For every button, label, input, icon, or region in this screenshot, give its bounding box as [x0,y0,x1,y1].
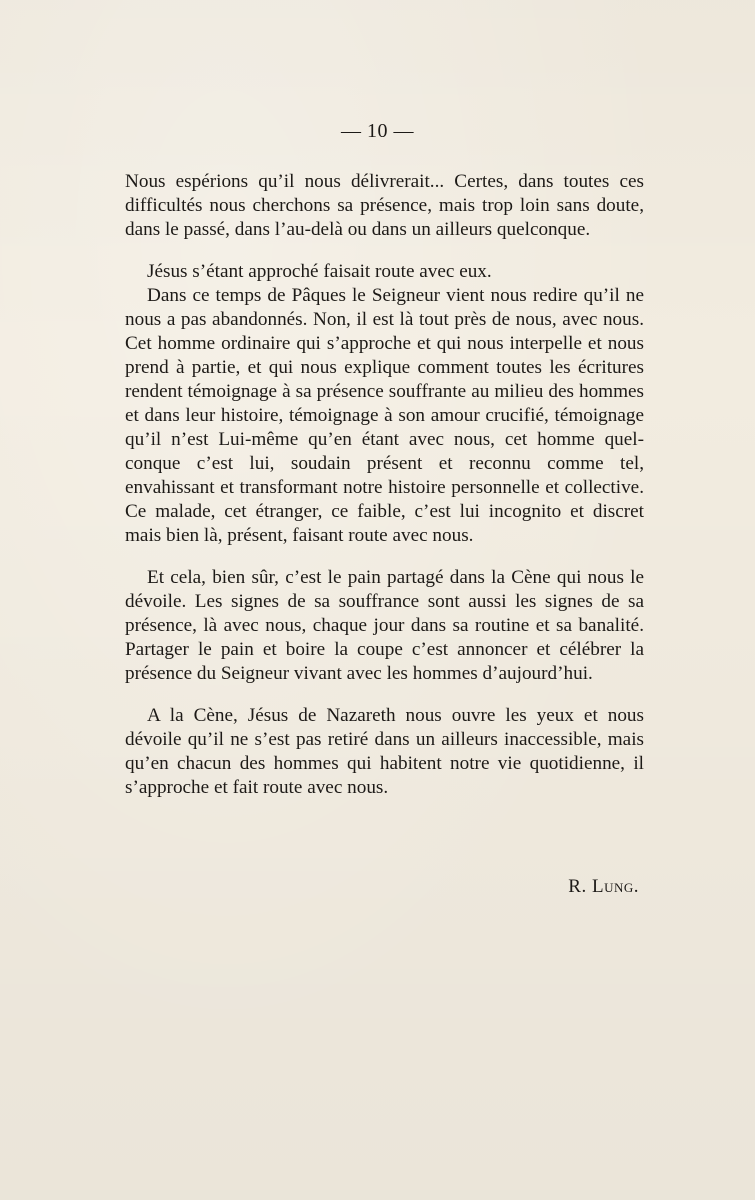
document-body [125,170,644,800]
paragraph-1: Nous espérions qu’il nous délivrerait... Certes, dans toutes ces difficultés nous cherchons sa présence, mais trop loin sans doute, dans le passé, dans l’au-delà ou dans un ailleurs quelconque. [125,171,644,240]
paragraph-2: Jésus s’étant approché faisait route avec eux. [147,261,492,282]
paragraph-3: Dans ce temps de Pâques le Seigneur vient nous redire qu’il ne nous a pas abandonnés. Non, il est là tout près de nous, avec nous. Cet homme ordinaire qui s’approche et qui nous interpelle et nous prend à partie, et qui nous explique comment toutes les écritures rendent témoignage à sa présence souffrante au milieu des hommes et dans leur histoire, témoignage à son amour crucifié, témoignage qu’il n’est Lui-même qu’en étant avec nous, cet homme quelconque c’est lui, soudain présent et reconnu comme tel, envahissant et transformant notre histoire personnelle et collective. Ce malade, cet étranger, ce faible, c’est lui incognito et discret mais bien là, présent, faisant route avec nous. [125,285,644,546]
paragraph-4: Et cela, bien sûr, c’est le pain partagé dans la Cène qui nous le dévoile. Les signes de sa souffrance sont aussi les signes de sa présence, là avec nous, chaque jour dans sa routine et sa banalité. Partager le pain et boire la coupe c’est annoncer et célébrer la présence du Seigneur vivant avec les hommes d’aujourd’hui. [125,567,644,684]
author-signature: R. Lung. [568,876,639,897]
page-number: — 10 — [341,120,414,142]
paragraph-5: A la Cène, Jésus de Nazareth nous ouvre les yeux et nous dévoile qu’il ne s’est pas retiré dans un ailleurs inaccessible, mais qu’en chacun des hommes qui habitent notre vie quotidienne, il s’approche et fait route avec nous. [125,705,644,798]
